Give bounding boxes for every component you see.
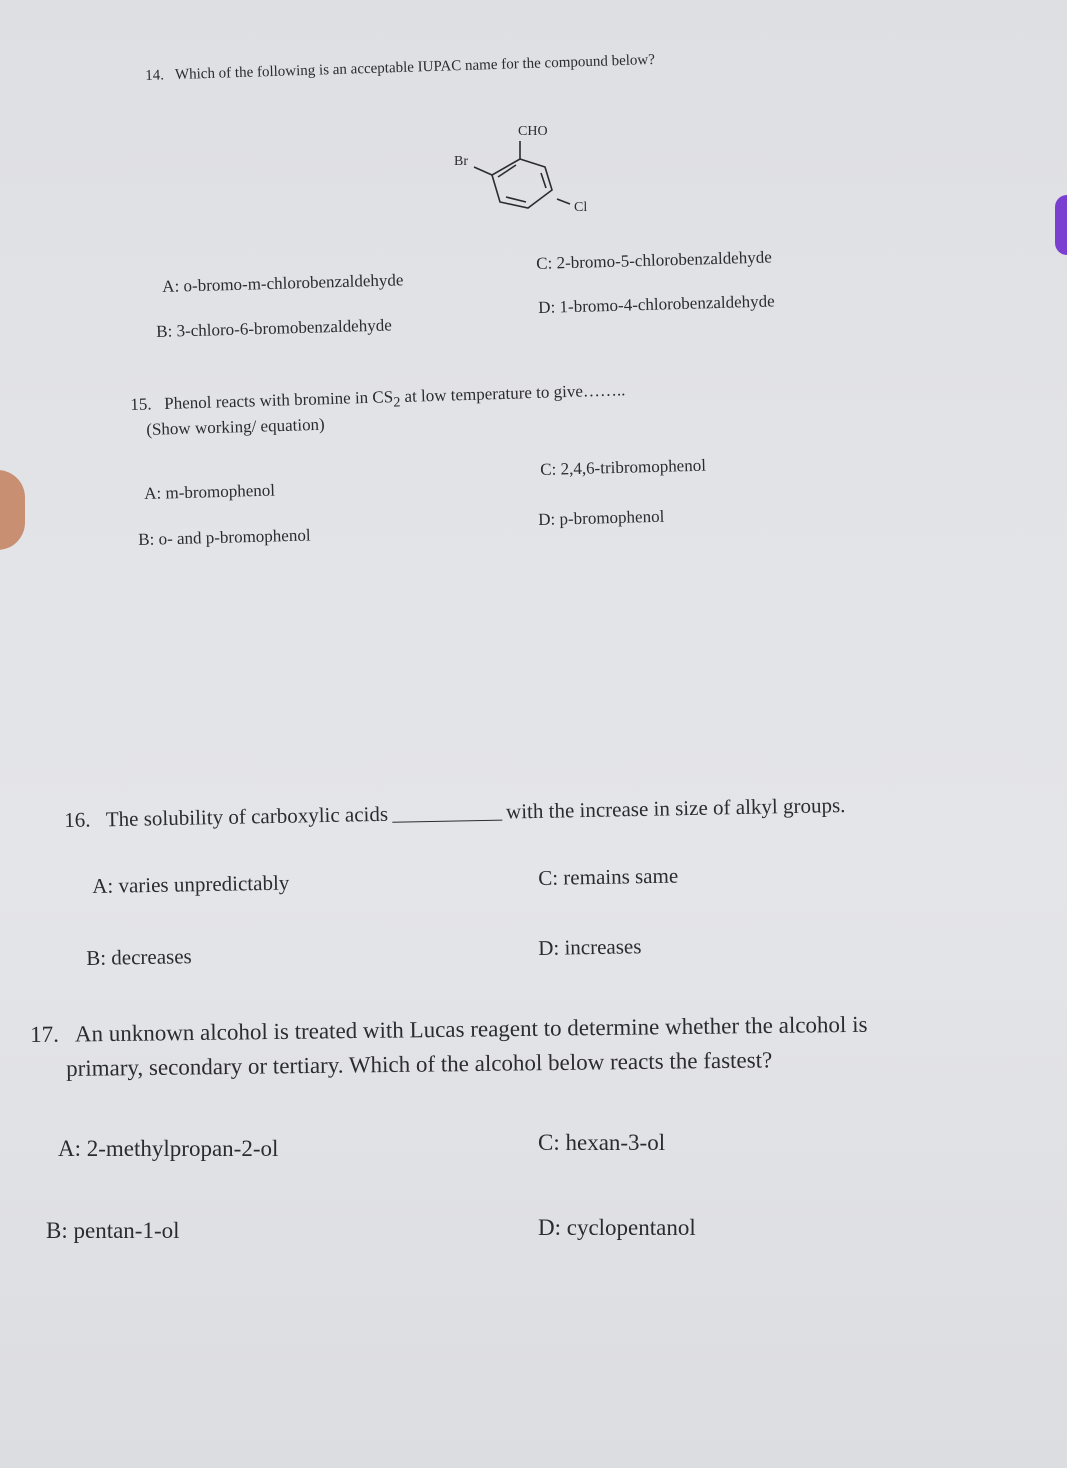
q15-text-pre: Phenol reacts with bromine in CS: [163, 387, 394, 413]
q15-subscript: 2: [393, 394, 401, 411]
q16-option-a[interactable]: A: varies unpredictably: [92, 870, 290, 898]
q16-text-pre: The solubility of carboxylic acids: [105, 801, 389, 832]
q14-text: Which of the following is an acceptable IUPAC name for the compound below?: [174, 51, 656, 84]
purple-object: [1055, 195, 1067, 255]
q14-option-d[interactable]: D: 1-bromo-4-chlorobenzaldehyde: [538, 291, 775, 317]
q16-text-post: with the increase in size of alkyl groups.: [505, 793, 846, 824]
q15-note: (Show working/ equation): [146, 414, 325, 439]
q15-option-a[interactable]: A: m-bromophenol: [144, 480, 276, 503]
benzaldehyde-structure: [440, 115, 610, 225]
q16-option-b[interactable]: B: decreases: [86, 944, 192, 970]
structure-label-br: Br: [454, 154, 468, 169]
q17-text-line1: An unknown alcohol is treated with Lucas reagent to determine whether the alcohol is: [74, 1011, 868, 1047]
q14-option-a[interactable]: A: o-bromo-m-chlorobenzaldehyde: [162, 270, 404, 296]
structure-label-cl: Cl: [574, 200, 588, 215]
structure-label-cho: CHO: [518, 124, 548, 139]
q17-option-d[interactable]: D: cyclopentanol: [538, 1215, 696, 1240]
q16-blank: [392, 820, 502, 823]
q14-number: 14.: [145, 67, 165, 84]
q17-text-line2: primary, secondary or tertiary. Which of the alcohol below reacts the fastest?: [66, 1047, 773, 1081]
q17-number: 17.: [30, 1021, 60, 1047]
q15-text-post: at low temperature to give……..: [399, 380, 626, 406]
q15-number: 15.: [130, 394, 152, 414]
q16-option-d[interactable]: D: increases: [538, 934, 642, 960]
q14-option-b[interactable]: B: 3-chloro-6-bromobenzaldehyde: [156, 315, 393, 341]
q17-option-c[interactable]: C: hexan-3-ol: [538, 1130, 666, 1155]
q15-option-b[interactable]: B: o- and p-bromophenol: [138, 525, 311, 549]
q17-option-a[interactable]: A: 2-methylpropan-2-ol: [58, 1136, 279, 1161]
q16-option-c[interactable]: C: remains same: [538, 863, 679, 890]
q16-number: 16.: [64, 807, 91, 832]
q17-option-b[interactable]: B: pentan-1-ol: [46, 1218, 180, 1243]
q15-option-d[interactable]: D: p-bromophenol: [538, 506, 665, 529]
q15-option-c[interactable]: C: 2,4,6-tribromophenol: [540, 455, 707, 479]
q14-option-c[interactable]: C: 2-bromo-5-chlorobenzaldehyde: [536, 247, 773, 273]
